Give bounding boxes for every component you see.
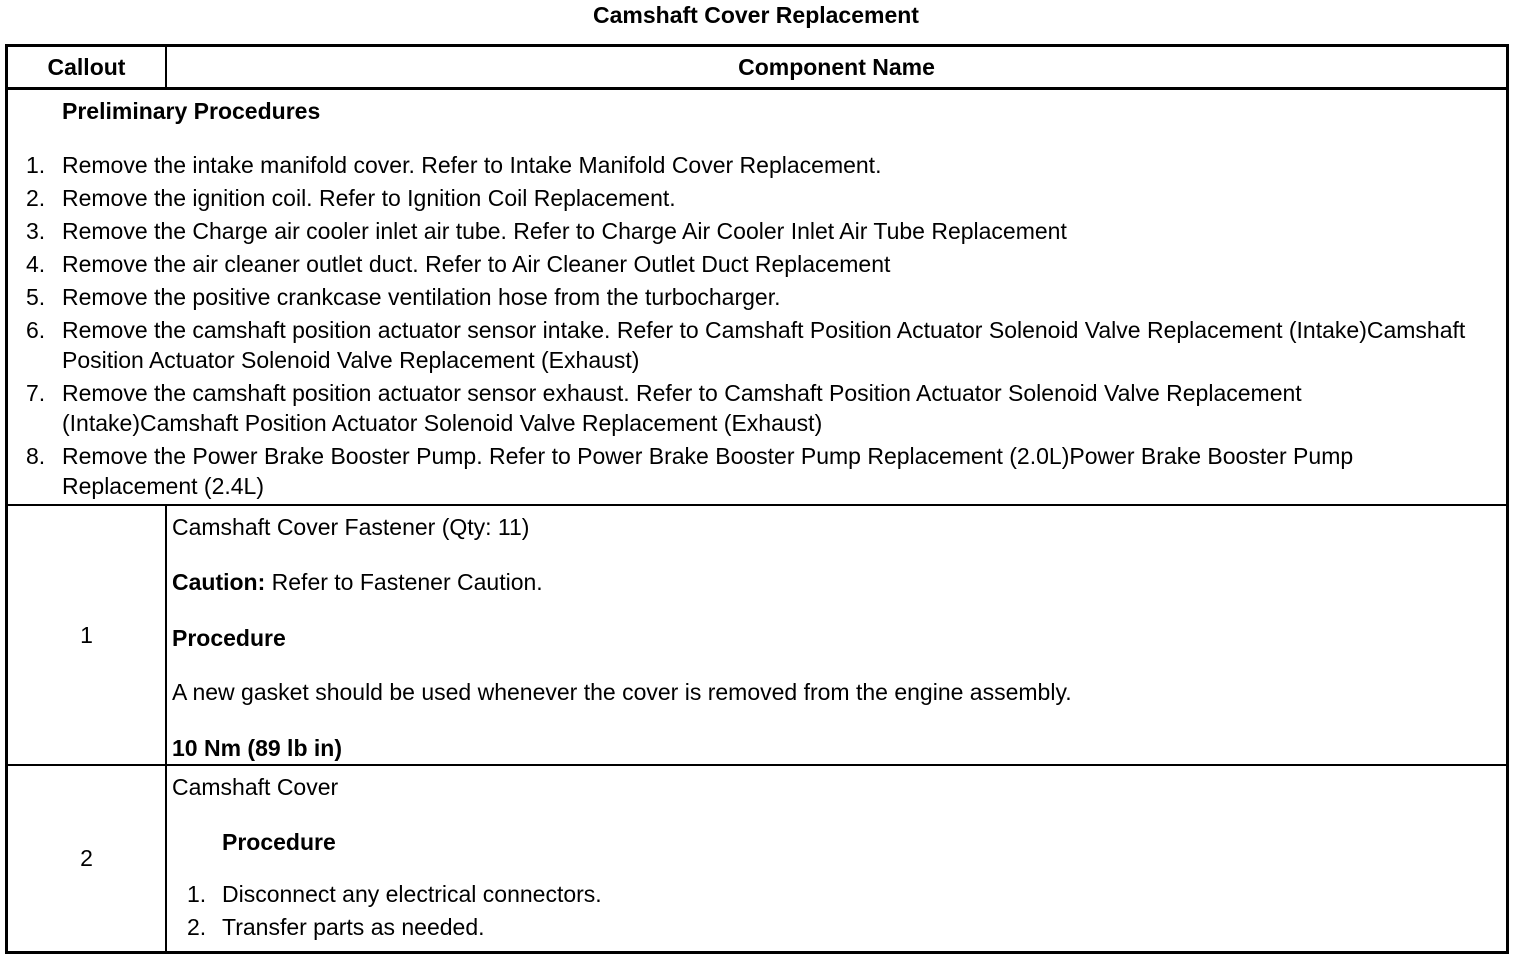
- callout-number: 1: [80, 621, 93, 648]
- step-text: Remove the ignition coil. Refer to Ignition Coil Replacement.: [62, 185, 676, 211]
- table-row: [8, 506, 1506, 766]
- step-number: 4.: [26, 251, 46, 277]
- step-number: 2.: [26, 185, 46, 211]
- caution-label: Caution:: [172, 569, 266, 595]
- component-cell: [172, 506, 1492, 764]
- list-item: [8, 378, 1478, 438]
- component-name: Camshaft Cover Fastener (Qty: 11): [172, 514, 530, 540]
- step-text: Transfer parts as needed.: [222, 914, 485, 940]
- step-text: Remove the Power Brake Booster Pump. Refer to Power Brake Booster Pump Replacement (2.0L)Power Brake Booster Pump Replacement (2.4L): [62, 443, 1354, 499]
- table-row: [8, 766, 1506, 951]
- step-number: 6.: [26, 317, 46, 343]
- column-divider: [165, 766, 167, 951]
- callout-column-header: Callout: [47, 54, 126, 80]
- callout-number: 2: [80, 845, 93, 871]
- list-item: [8, 150, 1478, 180]
- component-cell: [172, 766, 1492, 951]
- step-text: Remove the Charge air cooler inlet air tube. Refer to Charge Air Cooler Inlet Air Tube Replacement: [62, 218, 1067, 244]
- step-text: Disconnect any electrical connectors.: [222, 881, 602, 907]
- list-item: [8, 183, 1478, 213]
- step-number: 7.: [26, 380, 46, 406]
- column-divider: [165, 506, 167, 764]
- preliminary-steps-list: [8, 150, 1478, 504]
- step-number: 2.: [187, 914, 207, 940]
- caution-note: [172, 567, 543, 597]
- procedure-heading: Procedure: [172, 625, 286, 651]
- list-item: [8, 216, 1478, 246]
- procedure-heading: Procedure: [222, 829, 336, 855]
- preliminary-heading: Preliminary Procedures: [62, 98, 321, 124]
- table-header-row: [8, 47, 1506, 90]
- procedure-text: A new gasket should be used whenever the cover is removed from the engine assembly.: [172, 679, 1072, 705]
- torque-spec: 10 Nm (89 lb in): [172, 735, 342, 761]
- step-number: 1.: [187, 881, 207, 907]
- list-item: [8, 282, 1478, 312]
- step-number: 5.: [26, 284, 46, 310]
- step-text: Remove the air cleaner outlet duct. Refer to Air Cleaner Outlet Duct Replacement: [62, 251, 891, 277]
- component-column-header: Component Name: [738, 54, 935, 80]
- step-text: Remove the intake manifold cover. Refer to Intake Manifold Cover Replacement.: [62, 152, 882, 178]
- list-item: [8, 315, 1478, 375]
- component-name: Camshaft Cover: [172, 774, 339, 800]
- component-table: [5, 44, 1509, 954]
- step-number: 3.: [26, 218, 46, 244]
- list-item: [172, 879, 602, 909]
- page-title: Camshaft Cover Replacement: [593, 2, 919, 28]
- list-item: [8, 441, 1478, 501]
- step-number: 1.: [26, 152, 46, 178]
- list-item: [172, 912, 602, 942]
- step-text: Remove the positive crankcase ventilation hose from the turbocharger.: [62, 284, 781, 310]
- caution-text: Refer to Fastener Caution.: [265, 569, 543, 595]
- list-item: [8, 249, 1478, 279]
- step-text: Remove the camshaft position actuator sensor intake. Refer to Camshaft Position Actuator Solenoid Valve Replacement (Intake)Camshaft Position Actuator Solenoid Valve Replacement (Exhaust): [62, 317, 1466, 373]
- step-text: Remove the camshaft position actuator sensor exhaust. Refer to Camshaft Position Actuator Solenoid Valve Replacement (Intake)Camshaft Position Actuator Solenoid Valve Replacement (Exhaust): [62, 380, 1302, 436]
- step-number: 8.: [26, 443, 46, 469]
- preliminary-procedures-row: [8, 90, 1506, 506]
- procedure-steps-list: [172, 879, 602, 945]
